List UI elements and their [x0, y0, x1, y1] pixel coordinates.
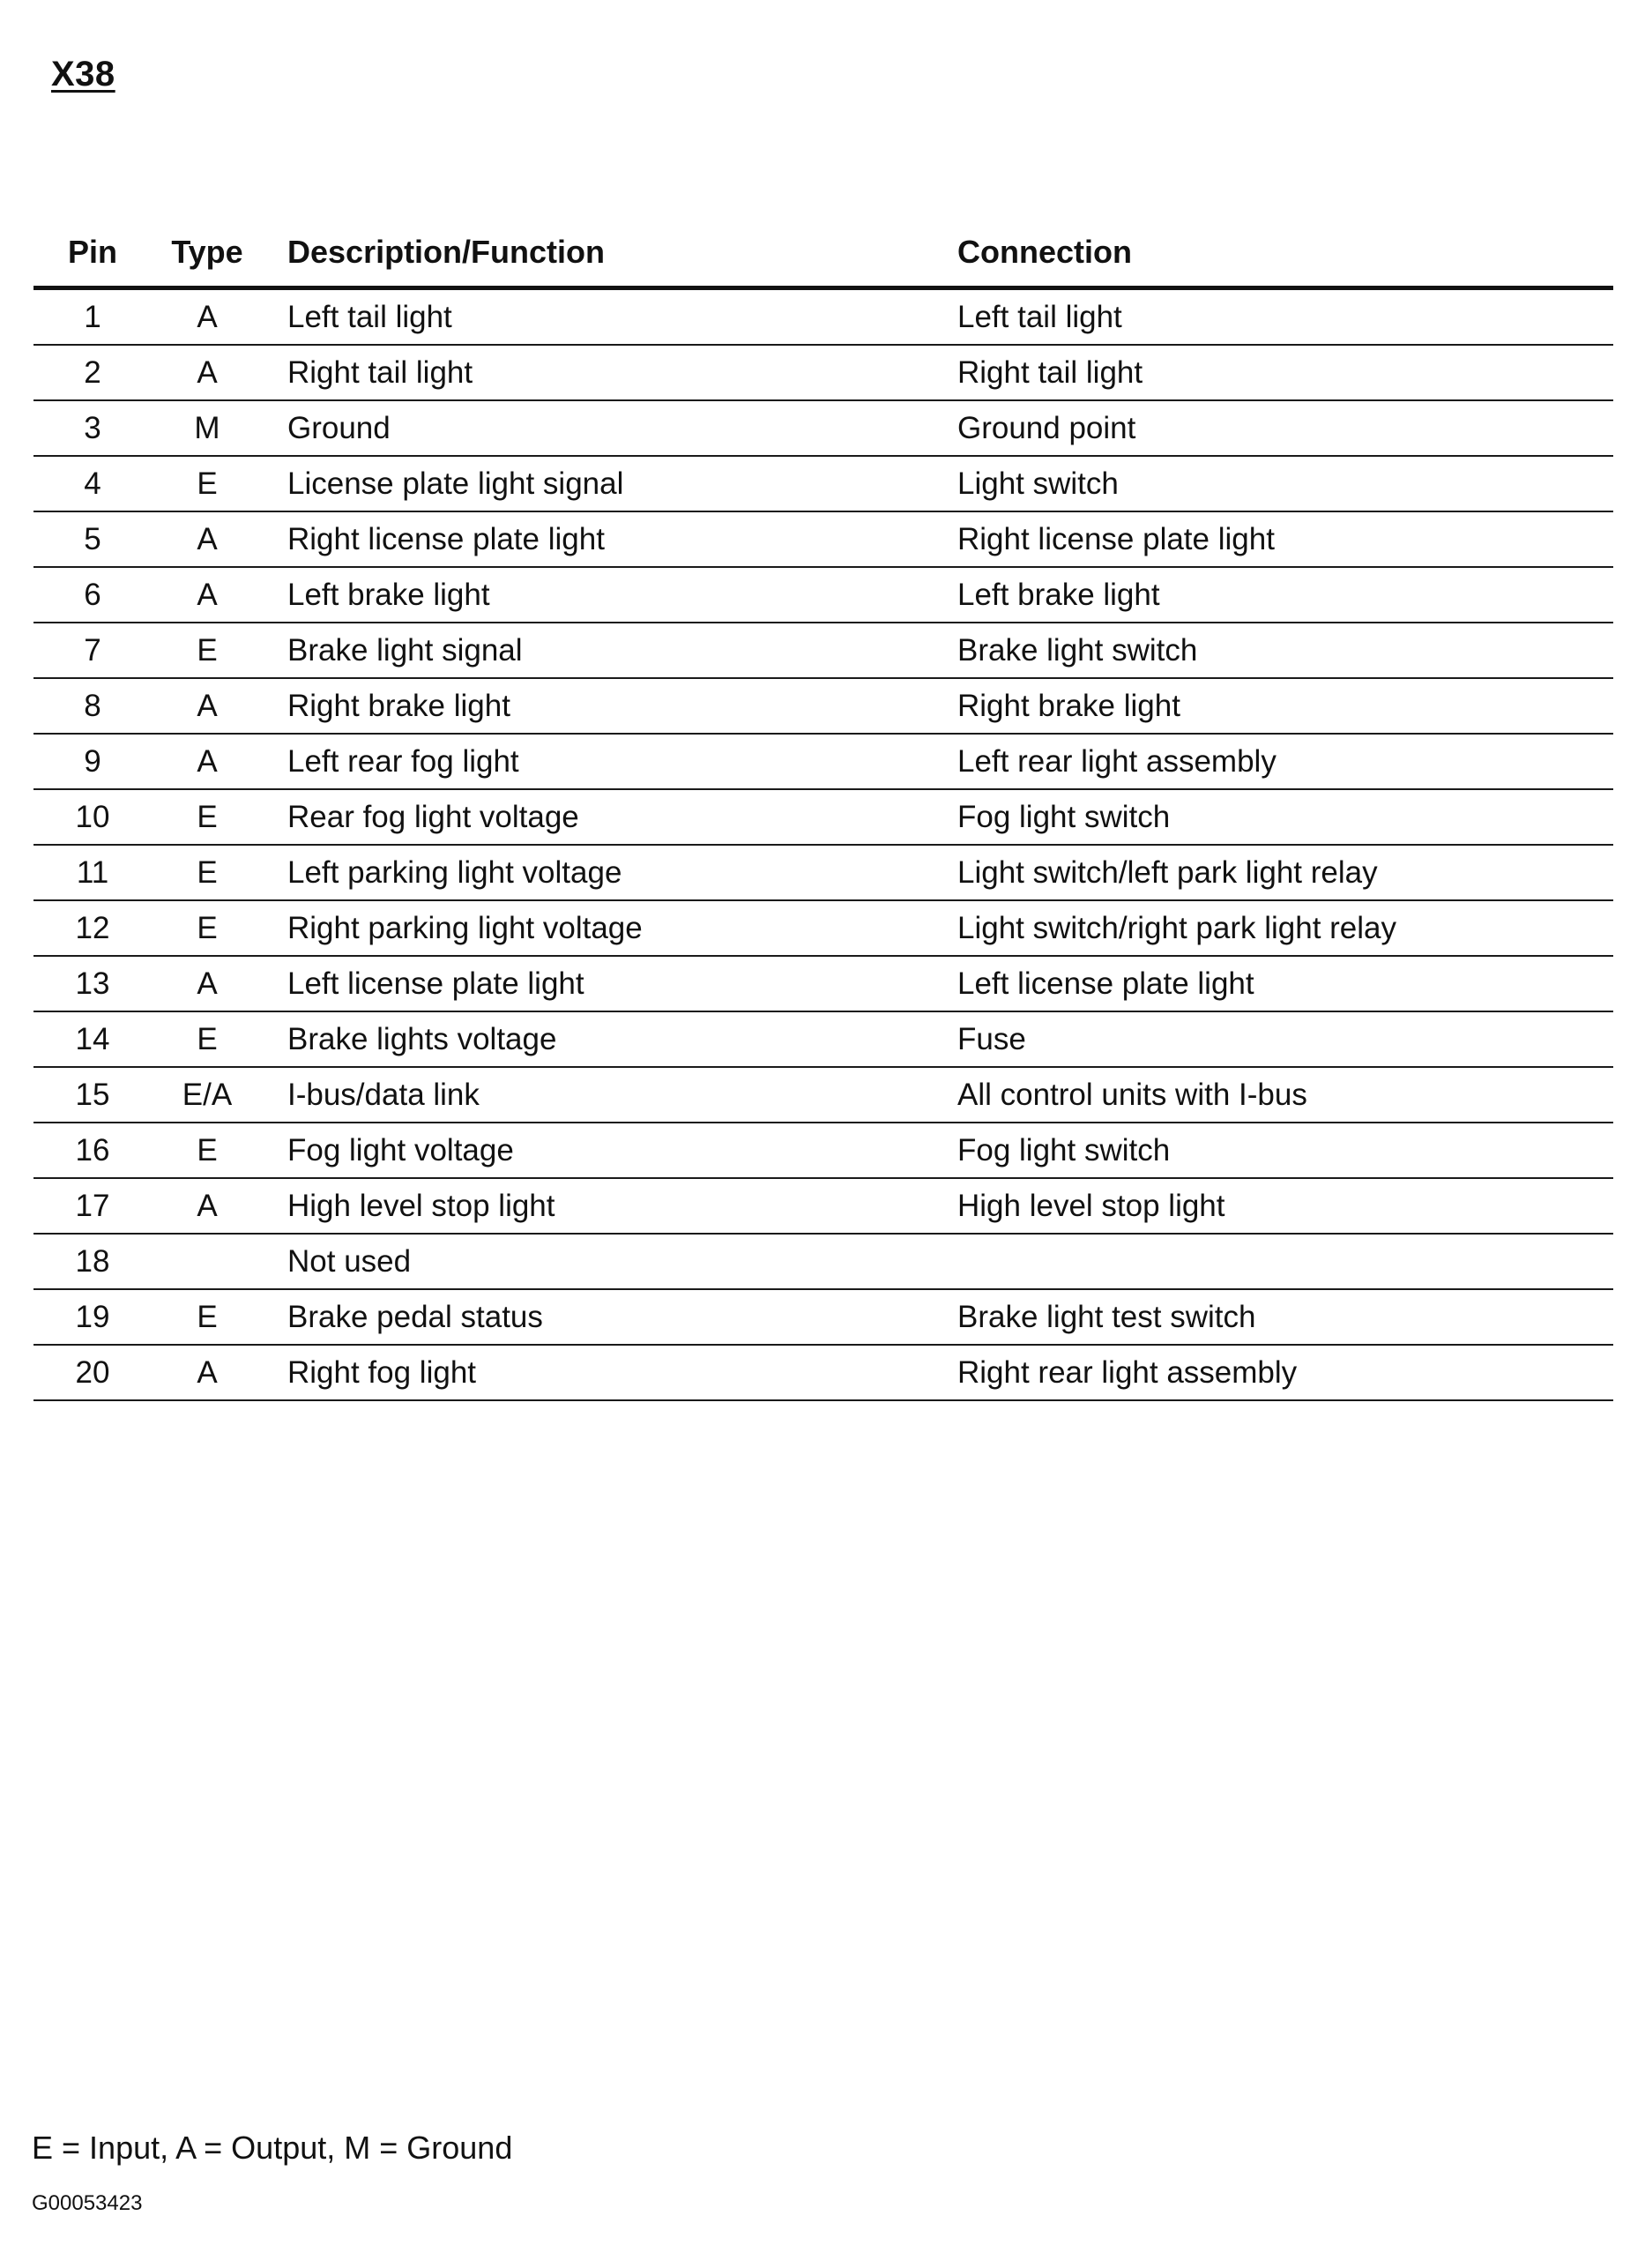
- description-cell: Left license plate light: [287, 966, 584, 1001]
- pin-cell: 20: [75, 1355, 110, 1390]
- table-row: [33, 1179, 1613, 1235]
- description-cell: Brake light signal: [287, 633, 523, 668]
- connection-cell: Light switch/right park light relay: [957, 911, 1396, 945]
- pin-cell: 5: [84, 522, 101, 556]
- type-cell: A: [197, 1355, 218, 1390]
- table-row: [33, 790, 1613, 846]
- type-cell: M: [194, 411, 220, 445]
- type-cell: A: [197, 355, 218, 390]
- description-cell: Left parking light voltage: [287, 855, 622, 890]
- table-row: [33, 846, 1613, 901]
- type-cell: A: [197, 522, 218, 556]
- pin-cell: 1: [84, 300, 101, 334]
- table-row: [33, 679, 1613, 735]
- connection-cell: Right tail light: [957, 355, 1143, 390]
- table-row: [33, 1346, 1613, 1401]
- type-cell: E: [197, 1022, 218, 1056]
- connection-cell: Left tail light: [957, 300, 1122, 334]
- pin-cell: 19: [75, 1300, 110, 1334]
- pin-cell: 14: [75, 1022, 110, 1056]
- pin-cell: 18: [75, 1244, 110, 1279]
- connection-cell: Fog light switch: [957, 800, 1171, 834]
- connection-cell: Right rear light assembly: [957, 1355, 1298, 1390]
- connection-cell: Brake light test switch: [957, 1300, 1256, 1334]
- type-legend: E = Input, A = Output, M = Ground: [32, 2130, 513, 2166]
- table-row: [33, 1235, 1613, 1290]
- connection-cell: Light switch/left park light relay: [957, 855, 1378, 890]
- connection-cell: Right license plate light: [957, 522, 1275, 556]
- type-cell: A: [197, 689, 218, 723]
- pin-cell: 4: [84, 466, 101, 501]
- type-cell: E: [197, 855, 218, 890]
- pin-cell: 7: [84, 633, 101, 668]
- pin-cell: 2: [84, 355, 101, 390]
- header-connection: Connection: [957, 234, 1132, 270]
- type-cell: A: [197, 966, 218, 1001]
- table-row: [33, 901, 1613, 957]
- table-row: [33, 623, 1613, 679]
- description-cell: Right license plate light: [287, 522, 605, 556]
- table-row: [33, 957, 1613, 1012]
- table-row: [33, 735, 1613, 790]
- description-cell: I-bus/data link: [287, 1078, 480, 1112]
- header-description: Description/Function: [287, 234, 605, 270]
- description-cell: Brake pedal status: [287, 1300, 543, 1334]
- connection-cell: Fuse: [957, 1022, 1026, 1056]
- table-row: [33, 1012, 1613, 1068]
- type-cell: E/A: [182, 1078, 233, 1112]
- table-row: [33, 401, 1613, 457]
- pin-cell: 10: [75, 800, 110, 834]
- description-cell: Right parking light voltage: [287, 911, 643, 945]
- table-row: [33, 290, 1613, 346]
- connector-title: X38: [51, 55, 115, 93]
- connection-cell: Light switch: [957, 466, 1119, 501]
- connection-cell: Fog light switch: [957, 1133, 1171, 1168]
- connection-cell: Left license plate light: [957, 966, 1254, 1001]
- table-row: [33, 1123, 1613, 1179]
- pin-table: [33, 220, 1613, 1401]
- description-cell: License plate light signal: [287, 466, 624, 501]
- description-cell: Ground: [287, 411, 391, 445]
- table-row: [33, 512, 1613, 568]
- pin-cell: 17: [75, 1189, 110, 1223]
- pin-cell: 16: [75, 1133, 110, 1168]
- table-row: [33, 568, 1613, 623]
- type-cell: E: [197, 1300, 218, 1334]
- pin-cell: 12: [75, 911, 110, 945]
- table-row: [33, 1068, 1613, 1123]
- description-cell: Right brake light: [287, 689, 510, 723]
- description-cell: Brake lights voltage: [287, 1022, 557, 1056]
- description-cell: Left brake light: [287, 578, 490, 612]
- description-cell: Right tail light: [287, 355, 473, 390]
- description-cell: Not used: [287, 1244, 412, 1279]
- table-body: [33, 290, 1613, 1401]
- connection-cell: High level stop light: [957, 1189, 1225, 1223]
- pin-cell: 13: [75, 966, 110, 1001]
- type-cell: E: [197, 466, 218, 501]
- connection-cell: Left rear light assembly: [957, 744, 1277, 779]
- description-cell: Fog light voltage: [287, 1133, 514, 1168]
- type-cell: E: [197, 633, 218, 668]
- connection-cell: Brake light switch: [957, 633, 1198, 668]
- table-header: [33, 220, 1613, 290]
- pin-cell: 11: [76, 855, 109, 890]
- type-cell: E: [197, 911, 218, 945]
- type-cell: E: [197, 800, 218, 834]
- figure-id: G00053423: [32, 2191, 143, 2215]
- table-row: [33, 1290, 1613, 1346]
- table-row: [33, 346, 1613, 401]
- header-type: Type: [171, 234, 243, 270]
- pin-cell: 15: [75, 1078, 110, 1112]
- connection-cell: Right brake light: [957, 689, 1180, 723]
- pin-cell: 8: [84, 689, 101, 723]
- connection-cell: Left brake light: [957, 578, 1160, 612]
- table-row: [33, 457, 1613, 512]
- description-cell: Right fog light: [287, 1355, 477, 1390]
- connection-cell: All control units with I-bus: [957, 1078, 1307, 1112]
- header-pin: Pin: [67, 234, 117, 270]
- type-cell: A: [197, 300, 218, 334]
- description-cell: Left rear fog light: [287, 744, 519, 779]
- type-cell: A: [197, 1189, 218, 1223]
- type-cell: A: [197, 578, 218, 612]
- type-cell: E: [197, 1133, 218, 1168]
- pin-cell: 3: [84, 411, 101, 445]
- description-cell: Left tail light: [287, 300, 452, 334]
- pin-cell: 6: [84, 578, 101, 612]
- type-cell: A: [197, 744, 218, 779]
- description-cell: Rear fog light voltage: [287, 800, 579, 834]
- description-cell: High level stop light: [287, 1189, 555, 1223]
- connection-cell: Ground point: [957, 411, 1136, 445]
- pin-cell: 9: [84, 744, 101, 779]
